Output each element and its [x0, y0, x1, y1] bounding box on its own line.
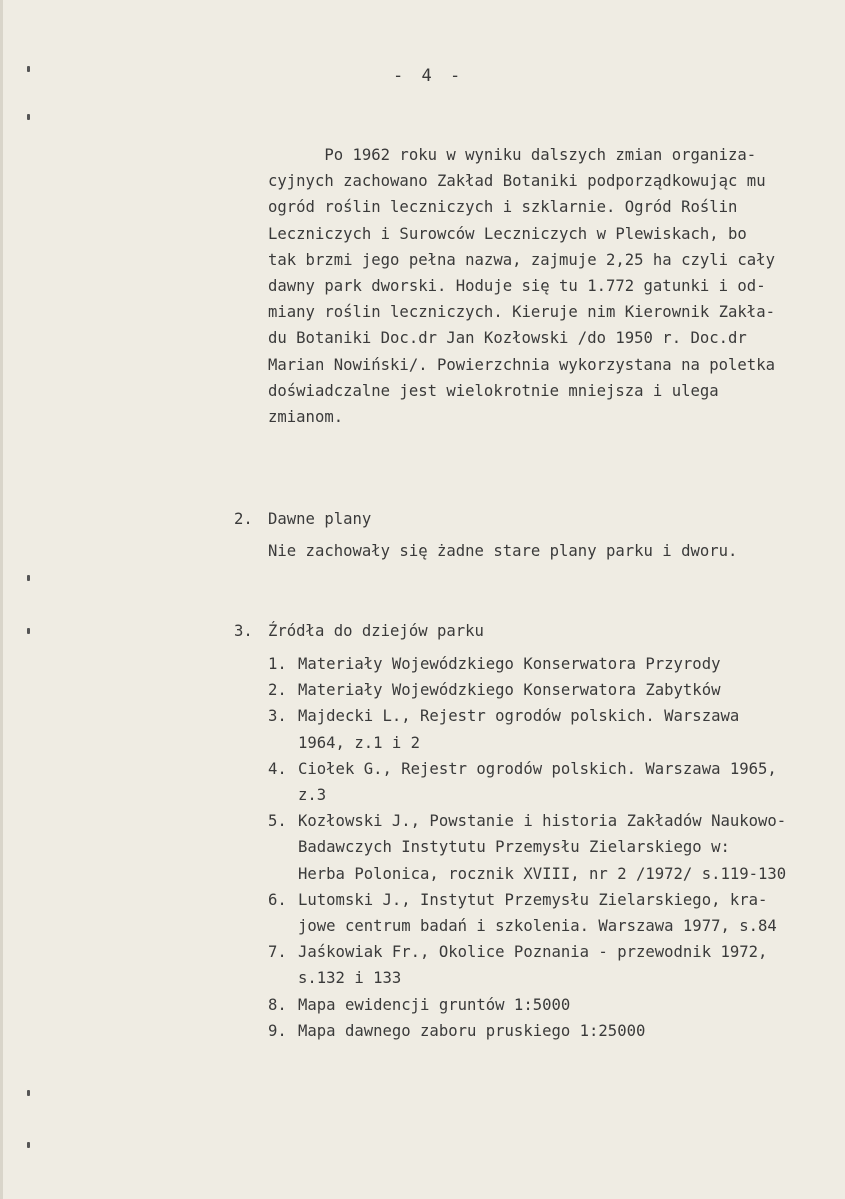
paragraph-line: cyjnych zachowano Zakład Botaniki podporządkowując mu — [268, 172, 766, 191]
sources-list — [268, 651, 845, 1044]
source-item-number: 1. — [268, 655, 287, 673]
source-item-first-line — [268, 703, 845, 729]
paragraph-line: tak brzmi jego pełna nazwa, zajmuje 2,25 ha czyli cały — [268, 250, 775, 269]
source-item — [268, 992, 845, 1018]
source-item-number: 6. — [268, 890, 287, 909]
source-item — [268, 756, 845, 808]
section-3-number: 3. — [234, 622, 253, 640]
paragraph-line: dawny park dworski. Hoduje się tu 1.772 gatunki i od- — [268, 276, 766, 295]
source-item-number: 3. — [268, 707, 287, 726]
source-item-first-line — [268, 651, 845, 677]
section-3-title: Źródła do dziejów parku — [268, 622, 484, 640]
source-item-continuation: jowe centrum badań i szkolenia. Warszawa 1977, s.84 — [298, 917, 777, 936]
source-item-continuation: Badawczych Instytutu Przemysłu Zielarskiego w: — [298, 838, 730, 857]
source-item — [268, 808, 845, 887]
source-item-first-line — [268, 677, 845, 703]
paragraph-line: doświadczalne jest wielokrotnie mniejsza i ulega — [268, 381, 719, 400]
source-item-first-line — [268, 939, 845, 965]
paragraph-line: du Botaniki Doc.dr Jan Kozłowski /do 1950 r. Doc.dr — [268, 329, 747, 348]
source-item — [268, 703, 845, 755]
source-item-first-line — [268, 992, 845, 1018]
source-item-text: Mapa dawnego zaboru pruskiego 1:25000 — [298, 1021, 646, 1040]
binder-hole-mark — [27, 1090, 30, 1096]
section-2-body: Nie zachowały się żadne stare plany parku i dworu. — [268, 542, 738, 560]
source-item-text: Mapa ewidencji gruntów 1:5000 — [298, 995, 571, 1014]
source-item-first-line — [268, 1018, 845, 1044]
paragraph-line: miany roślin leczniczych. Kieruje nim Kierownik Zakła- — [268, 303, 775, 322]
paragraph-line: Po 1962 roku w wyniku dalszych zmian organiza- — [268, 146, 757, 164]
source-item-first-line — [268, 756, 845, 782]
source-item — [268, 939, 845, 991]
source-item-text: Materiały Wojewódzkiego Konserwatora Przyrody — [298, 655, 721, 673]
source-item-continuation: z.3 — [298, 786, 327, 805]
page-edge — [0, 0, 3, 1199]
binder-hole-mark — [27, 66, 30, 72]
source-item-text: Kozłowski J., Powstanie i historia Zakładów Naukowo- — [298, 812, 787, 831]
source-item-text: Lutomski J., Instytut Przemysłu Zielarskiego, kra- — [298, 890, 768, 909]
binder-hole-mark — [27, 114, 30, 120]
binder-hole-mark — [27, 628, 30, 634]
source-item-number: 8. — [268, 995, 287, 1014]
binder-hole-mark — [27, 1142, 30, 1148]
paragraph-line: Marian Nowiński/. Powierzchnia wykorzystana na poletka — [268, 355, 775, 374]
body-paragraph — [268, 142, 843, 430]
paragraph-line: zmianom. — [268, 407, 344, 426]
source-item-number: 5. — [268, 812, 287, 831]
source-item-text: Ciołek G., Rejestr ogrodów polskich. Warszawa 1965, — [298, 759, 777, 778]
binder-hole-mark — [27, 575, 30, 581]
section-2-title: Dawne plany — [268, 510, 372, 528]
source-item-number: 2. — [268, 681, 287, 700]
source-item-first-line — [268, 887, 845, 913]
source-item — [268, 887, 845, 939]
source-item — [268, 1018, 845, 1044]
paragraph-line: ogród roślin leczniczych i szklarnie. Ogród Roślin — [268, 198, 738, 217]
source-item-number: 4. — [268, 759, 287, 778]
source-item-number: 7. — [268, 943, 287, 962]
source-item-first-line — [268, 808, 845, 834]
source-item — [268, 677, 845, 703]
source-item-number: 9. — [268, 1021, 287, 1040]
section-2-number: 2. — [234, 510, 253, 528]
source-item-text: Materiały Wojewódzkiego Konserwatora Zabytków — [298, 681, 721, 700]
paragraph-line: Leczniczych i Surowców Leczniczych w Plewiskach, bo — [268, 224, 747, 243]
source-item-continuation: s.132 i 133 — [298, 969, 402, 988]
page-number: - 4 - — [393, 66, 465, 86]
source-item-continuation: Herba Polonica, rocznik XVIII, nr 2 /1972/ s.119-130 — [298, 864, 787, 883]
source-item-continuation: 1964, z.1 i 2 — [298, 733, 421, 752]
source-item-text: Majdecki L., Rejestr ogrodów polskich. Warszawa — [298, 707, 740, 726]
source-item-text: Jaśkowiak Fr., Okolice Poznania - przewodnik 1972, — [298, 943, 768, 962]
source-item — [268, 651, 845, 677]
